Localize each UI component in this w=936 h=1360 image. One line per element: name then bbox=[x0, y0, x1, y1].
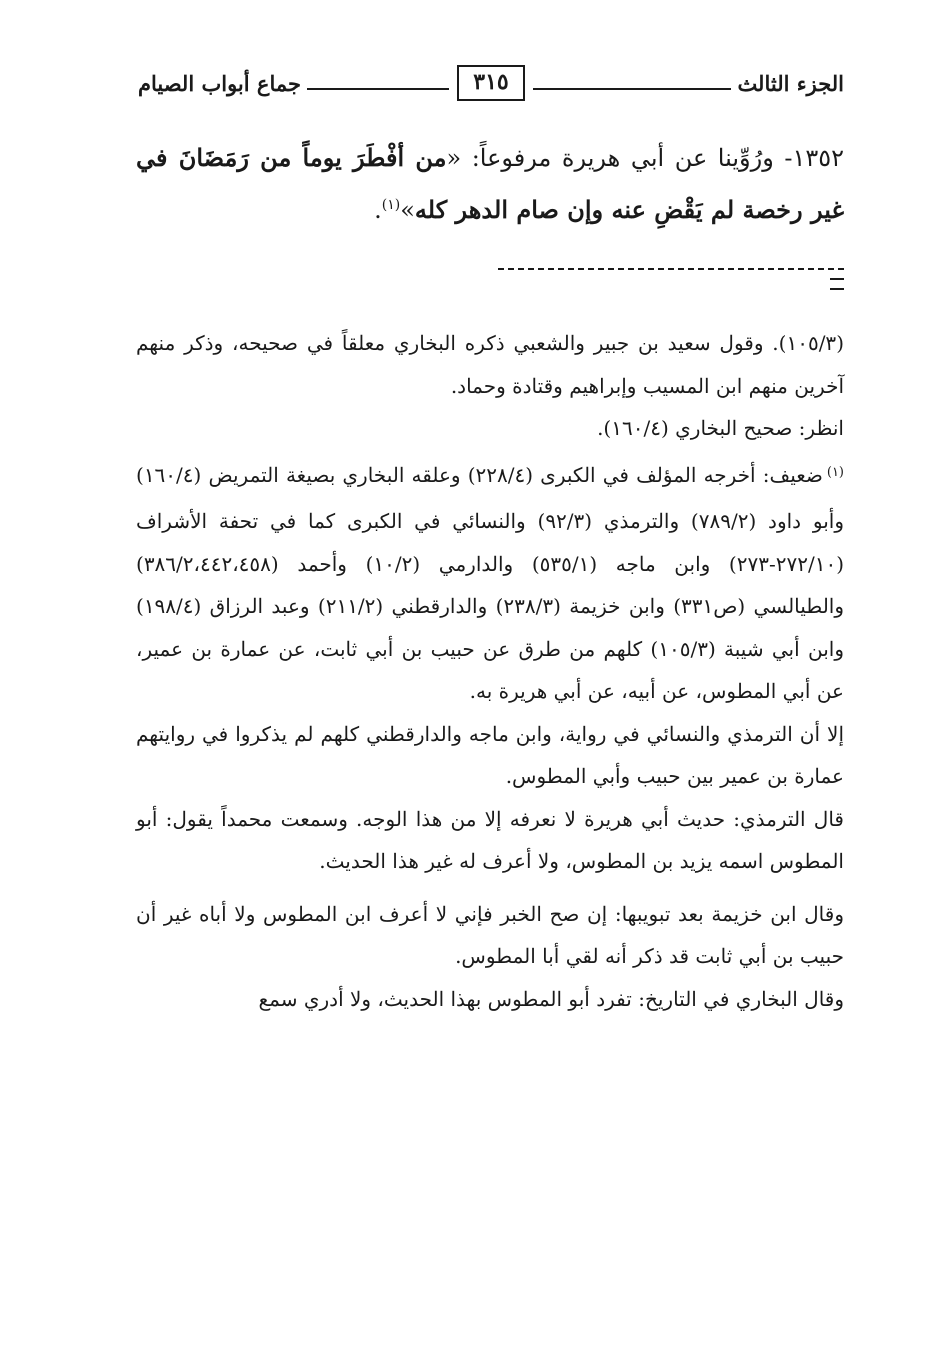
footnote-1-paragraph-5: وقال البخاري في التاريخ: تفرد أبو المطوس بهذا الحديث، ولا أدري سمع bbox=[258, 986, 844, 1011]
header-rule-left bbox=[307, 88, 449, 90]
footnote-1-paragraph-4: وقال ابن خزيمة بعد تبويبها: إن صح الخبر فإني لا أعرف ابن المطوس ولا أباه غير أن حبيب بن أبي ثابت قد ذكر أنه لقي أبا المطوس. bbox=[136, 901, 844, 968]
footnote-1 bbox=[136, 454, 844, 1021]
footnote-1-paragraph-2: إلا أن الترمذي والنسائي في رواية، وابن ماجه والدارقطني كلهم لم يذكروا في روايتهم عمارة بن عمير بين حبيب وأبي المطوس. bbox=[136, 721, 844, 788]
header-left bbox=[138, 71, 455, 96]
header-rule-right bbox=[533, 88, 732, 90]
separator-equal-mark bbox=[830, 278, 844, 290]
hadith-end-punct: . bbox=[374, 196, 382, 224]
hadith-intro: ١٣٥٢- ورُوِّينا عن أبي هريرة مرفوعاً: « bbox=[446, 144, 845, 172]
footnote-1-paragraph-3: قال الترمذي: حديث أبي هريرة لا نعرفه إلا من هذا الوجه. وسمعت محمداً يقول: أبو المطوس اسمه يزيد بن المطوس، ولا أعرف له غير هذا الحديث. bbox=[136, 806, 844, 873]
footnote-separator bbox=[498, 268, 844, 294]
footnote-1-text-1: ضعيف: أخرجه المؤلف في الكبرى (٢٢٨/٤) وعلقه البخاري بصيغة التمريض (١٦٠/٤) وأبو داود (٧٨٩/٢) والترمذي (٩٢/٣) والنسائي في الكبرى كما في تحفة الأشراف (٢٧٢/١٠-٢٧٣) وابن ماجه (٥٣٥/١) والدارمي (١٠/٢) وأحمد (٣٨٦/٢،٤٤٢،٤٥٨) والطيالسي (ص٣٣١) وابن خزيمة (٢٣٨/٣) والدارقطني (٢١١/٢) وعبد الرزاق (١٩٨/٤) وابن أبي شيبة (١٠٥/٣) كلهم من طرق عن حبيب بن أبي ثابت، عن عمارة بن عمير، عن أبي المطوس، عن أبيه، عن أبي هريرة به. bbox=[136, 462, 845, 703]
hadith-matn: من أفْطَرَ يوماً من رَمَضَانَ في غير رخصة لم يَقْضِ عنه وإن صام الدهر كله bbox=[136, 143, 844, 224]
footnotes-section bbox=[136, 322, 844, 1020]
footnote-continuation-1: (١٠٥/٣). وقول سعيد بن جبير والشعبي ذكره البخاري معلقاً في صحيحه، وذكر منهم آخرين منهم ابن المسيب وإبراهيم وقتادة وحماد. bbox=[136, 331, 844, 398]
hadith-close-quote: » bbox=[400, 196, 415, 224]
separator-dashes bbox=[498, 268, 844, 270]
footnote-continuation-2: انظر: صحيح البخاري (١٦٠/٤). bbox=[597, 416, 844, 440]
volume-label: الجزء الثالث bbox=[737, 70, 844, 96]
footnote-1-marker: (١) bbox=[826, 464, 844, 480]
page-number: ٣١٥ bbox=[457, 65, 524, 101]
running-header bbox=[138, 58, 844, 108]
footnote-reference: (١) bbox=[381, 197, 401, 213]
header-right bbox=[527, 71, 844, 96]
footnote-1-paragraph-1 bbox=[136, 454, 844, 713]
book-title: جماع أبواب الصيام bbox=[137, 70, 301, 96]
hadith-text bbox=[136, 132, 844, 236]
